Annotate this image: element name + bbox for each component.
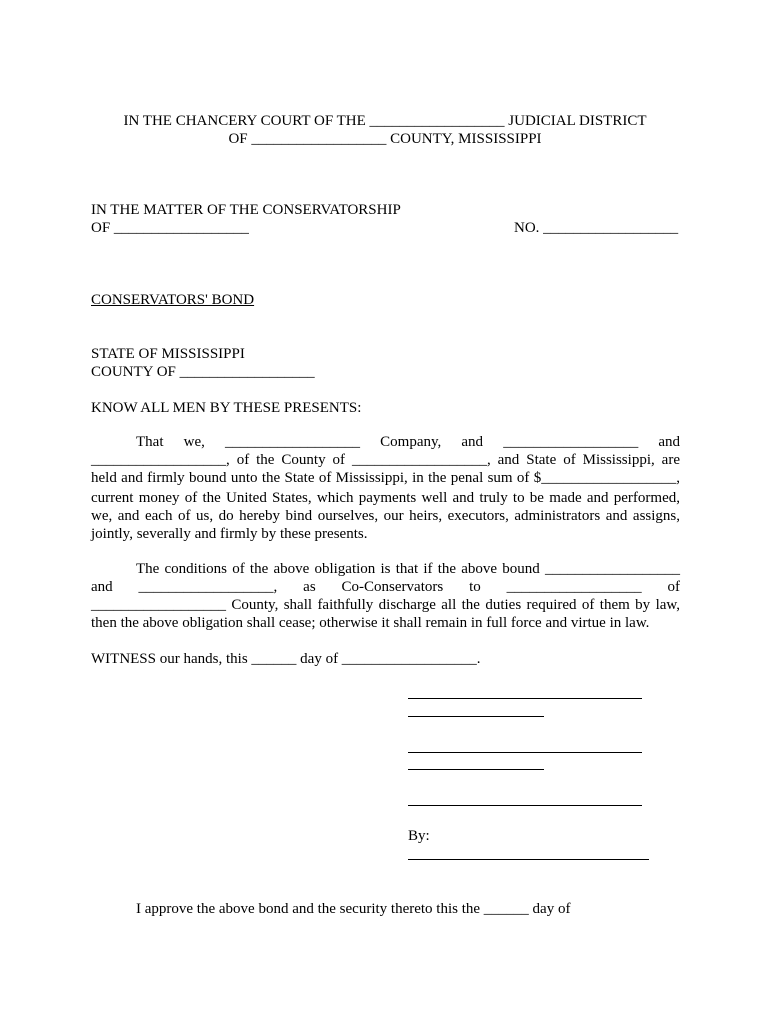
para1-line4: current money of the United States, which payments well and truly to be made and performed, <box>91 490 680 506</box>
venue-county: COUNTY OF __________________ <box>91 364 315 380</box>
venue-state: STATE OF MISSISSIPPI <box>91 346 245 362</box>
para2-line4: then the above obligation shall cease; otherwise it shall remain in full force and virtue in law. <box>91 615 650 631</box>
para1-line2: __________________, of the County of __________________, and State of Mississippi, are <box>91 452 680 468</box>
para1-line6: jointly, severally and firmly by these presents. <box>91 526 368 542</box>
by-label: By: <box>408 828 430 844</box>
signature-title-line-1 <box>408 716 544 717</box>
by-signature-line <box>408 859 649 860</box>
matter-line1: IN THE MATTER OF THE CONSERVATORSHIP <box>91 202 401 218</box>
signature-line-2 <box>408 752 642 753</box>
para2-line1: The conditions of the above obligation is that if the above bound __________________ <box>136 561 680 577</box>
para2-line3: __________________ County, shall faithfully discharge all the duties required of them by law, <box>91 597 680 613</box>
approval-line: I approve the above bond and the security thereto this the ______ day of <box>136 901 571 917</box>
document-title: CONSERVATORS' BOND <box>91 292 255 308</box>
signature-line-1 <box>408 698 642 699</box>
matter-line2: OF __________________ <box>91 220 249 236</box>
know-all-men: KNOW ALL MEN BY THESE PRESENTS: <box>91 400 362 416</box>
court-caption-line2: OF __________________ COUNTY, MISSISSIPPI <box>228 131 542 147</box>
para2-line2: and __________________, as Co-Conservators to __________________ of <box>91 579 680 595</box>
witness-line: WITNESS our hands, this ______ day of __________________. <box>91 651 481 667</box>
surety-signature-line <box>408 805 642 806</box>
signature-title-line-2 <box>408 769 544 770</box>
para1-line1: That we, __________________ Company, and __________________ and <box>136 434 680 450</box>
para1-line3: held and firmly bound unto the State of Mississippi, in the penal sum of $__________________, <box>91 470 680 486</box>
court-caption-line1: IN THE CHANCERY COURT OF THE __________________ JUDICIAL DISTRICT <box>123 113 647 129</box>
case-number: NO. __________________ <box>514 220 679 236</box>
para1-line5: we, and each of us, do hereby bind ourselves, our heirs, executors, administrators and assigns, <box>91 508 680 524</box>
